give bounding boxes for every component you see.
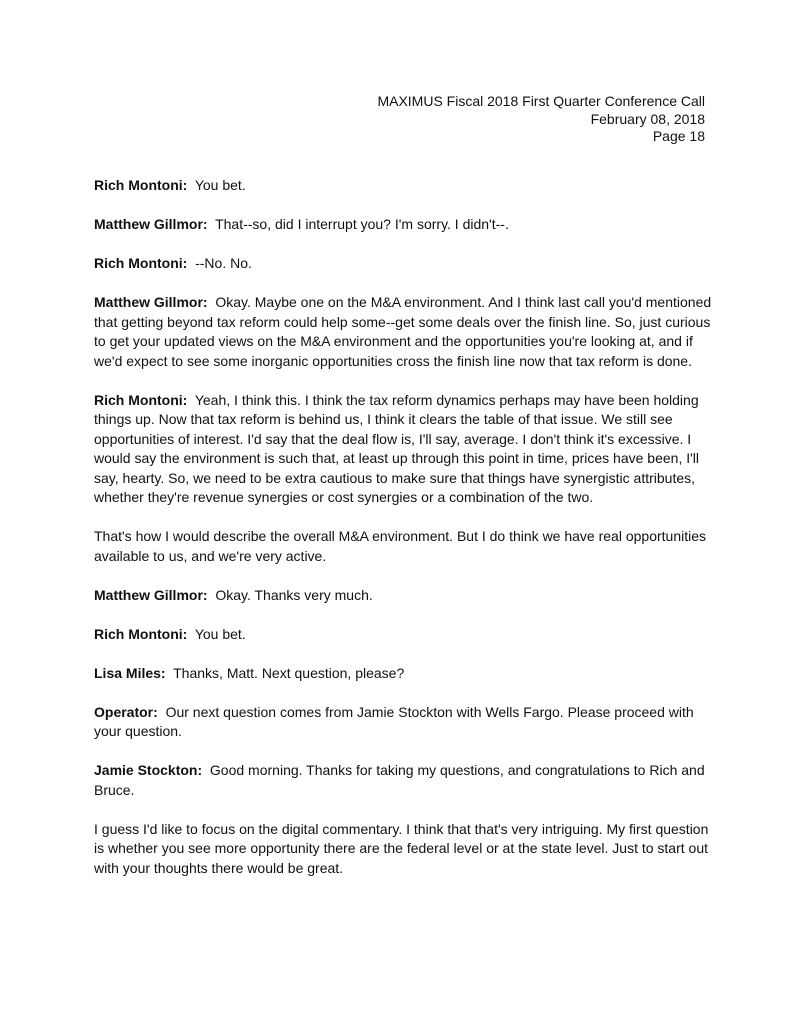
speech-text: That's how I would describe the overall M&A environment. But I do think we have real opportunities available to us, and we're very active. [94, 528, 707, 564]
speaker-name: Rich Montoni: [94, 177, 188, 193]
speech-text: Thanks, Matt. Next question, please? [173, 664, 405, 681]
speaker-name: Matthew Gillmor: [94, 216, 208, 232]
speech-text: Okay. Thanks very much. [215, 586, 373, 603]
transcript-paragraph [94, 703, 719, 742]
speech-text: Yeah, I think this. I think the tax reform dynamics perhaps may have been holding things up. Now that tax reform is behind us, I think it clears the table of that issue. We still see opportunities of interest. I'd say that the deal flow is, I'll say, average. I don't think it's excessive. I would say the environment is such that, at least up through this point in time, prices have been, I'll say, hearty. So, we need to be extra cautious to make sure that things have synergistic attributes, whether they're revenue synergies or cost synergies or a combination of the two. [94, 391, 700, 505]
speech-text: Good morning. Thanks for taking my questions, and congratulations to Rich and Bruce. [94, 762, 705, 798]
transcript-paragraph [94, 176, 719, 196]
transcript-paragraph [94, 820, 719, 879]
transcript-paragraph [94, 625, 719, 645]
transcript-paragraph [94, 254, 719, 274]
transcript-paragraph [94, 391, 719, 508]
document-title: MAXIMUS Fiscal 2018 First Quarter Conference Call [377, 93, 705, 109]
speaker-name: Rich Montoni: [94, 255, 188, 271]
page-header [377, 93, 705, 146]
speech-text: Our next question comes from Jamie Stockton with Wells Fargo. Please proceed with your question. [94, 703, 694, 739]
speaker-name: Rich Montoni: [94, 625, 188, 642]
speech-text: That--so, did I interrupt you? I'm sorry. I didn't--. [215, 216, 509, 232]
transcript-paragraph [94, 215, 719, 235]
page-number: Page 18 [652, 128, 705, 144]
speaker-name: Lisa Miles: [94, 664, 166, 681]
transcript-paragraph [94, 293, 719, 371]
speech-text: You bet. [194, 177, 246, 193]
speech-text: --No. No. [195, 255, 252, 271]
transcript-paragraph [94, 761, 719, 800]
transcript-body [94, 176, 719, 898]
transcript-paragraph [94, 664, 719, 684]
speech-text: Okay. Maybe one on the M&A environment. And I think last call you'd mentioned that getting beyond tax reform could help some--get some deals over the finish line. So, just curious to get your updated views on the M&A environment and the opportunities you're looking at, and if we'd expect to see some inorganic opportunities cross the finish line now that tax reform is done. [94, 294, 712, 369]
speaker-name: Matthew Gillmor: [94, 586, 208, 603]
transcript-paragraph [94, 586, 719, 606]
transcript-paragraph [94, 527, 719, 566]
speaker-name: Matthew Gillmor: [94, 294, 208, 310]
speaker-name: Operator: [94, 703, 158, 720]
document-date: February 08, 2018 [590, 110, 705, 127]
speech-text: I guess I'd like to focus on the digital commentary. I think that that's very intriguing. My first question is whether you see more opportunity there are the federal level or at the state level. Just to start out with your thoughts there would be great. [94, 820, 709, 876]
speech-text: You bet. [194, 625, 246, 642]
speaker-name: Rich Montoni: [94, 391, 188, 408]
speaker-name: Jamie Stockton: [94, 762, 203, 778]
